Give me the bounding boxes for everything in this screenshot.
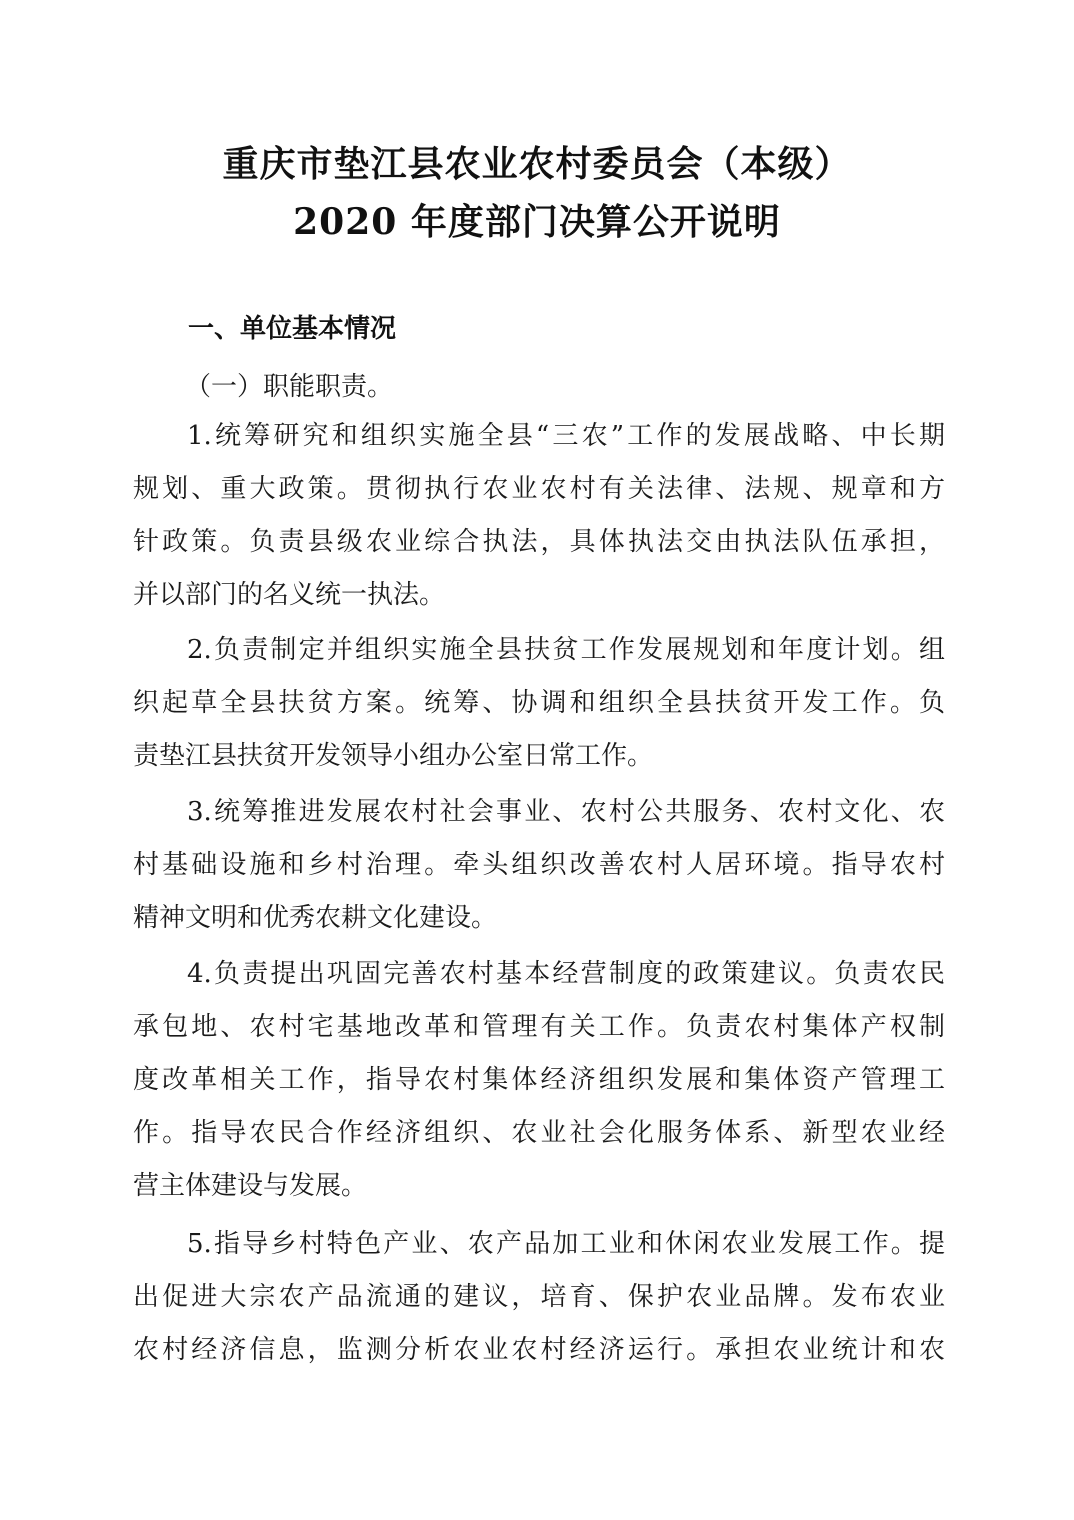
paragraph-4 [133,948,945,1213]
paragraph-line: 并以部门的名义统一执法。 [133,580,446,610]
paragraph-line: 作。指导农民合作经济组织、农业社会化服务体系、新型农业经 [133,1118,945,1148]
section-heading: 一、单位基本情况 [188,314,397,344]
paragraph-line: 营主体建设与发展。 [133,1171,368,1201]
paragraph-line: 村基础设施和乡村治理。牵头组织改善农村人居环境。指导农村 [133,850,945,880]
paragraph-1 [133,410,945,622]
paragraph-line: 精神文明和优秀农耕文化建设。 [133,903,498,933]
paragraph-line: 度改革相关工作，指导农村集体经济组织发展和集体资产管理工 [133,1065,945,1095]
paragraph-line: 2.负责制定并组织实施全县扶贫工作发展规划和年度计划。组 [187,635,945,665]
paragraph-2 [133,624,945,783]
paragraph-3 [133,786,945,945]
paragraph-line: 3.统筹推进发展农村社会事业、农村公共服务、农村文化、农 [187,797,945,827]
paragraph-line: 规划、重大政策。贯彻执行农业农村有关法律、法规、规章和方 [133,474,945,504]
paragraph-line: 针政策。负责县级农业综合执法，具体执法交由执法队伍承担， [133,527,945,557]
paragraph-line: 责垫江县扶贫开发领导小组办公室日常工作。 [133,741,654,771]
paragraph-line: 织起草全县扶贫方案。统筹、协调和组织全县扶贫开发工作。负 [133,688,945,718]
document-title-line-1: 重庆市垫江县农业农村委员会（本级） [222,143,852,185]
paragraph-line: 承包地、农村宅基地改革和管理有关工作。负责农村集体产权制 [133,1012,945,1042]
paragraph-line: 农村经济信息，监测分析农业农村经济运行。承担农业统计和农 [133,1335,945,1365]
paragraph-line: 4.负责提出巩固完善农村基本经营制度的政策建议。负责农民 [187,959,945,989]
paragraph-line: 出促进大宗农产品流通的建议，培育、保护农业品牌。发布农业 [133,1282,945,1312]
paragraph-5 [133,1218,945,1377]
paragraph-line: 5.指导乡村特色产业、农产品加工业和休闲农业发展工作。提 [187,1229,945,1259]
paragraph-line: 1.统筹研究和组织实施全县“三农”工作的发展战略、中长期 [187,421,945,451]
document-title-line-2: 2020 年度部门决算公开说明 [293,201,781,243]
subsection-heading: （一）职能职责。 [185,372,394,402]
